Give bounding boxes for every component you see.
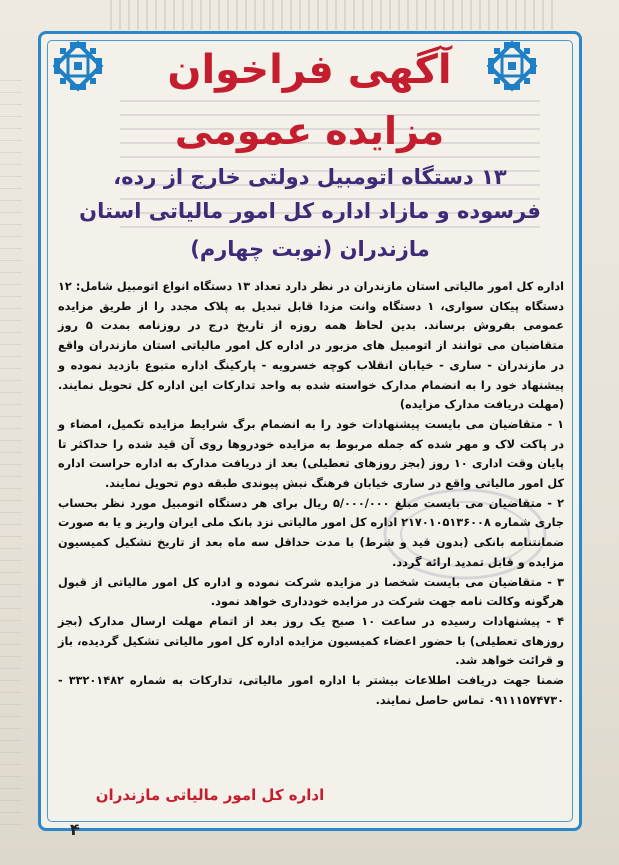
body-paragraph-condition-2: ۲ - متقاضیان می بایست مبلغ ۵/۰۰۰/۰۰۰ ریال برای هر دستگاه اتومبیل مورد نظر بحساب جاری شماره ۲۱۷۰۱۰۵۱۳۶۰۰۸ اداره کل امور مالیاتی نزد بانک ملی ایران واریز و یا به صورت ضمانتنامه بانکی (بدون قید و شرط) با مدت حداقل سه ماه بعد از تاریخ تشکیل کمیسیون مزایده و قابل تمدید ارائه گردد. [58,496,564,569]
notice-body [58,277,564,710]
body-paragraph-intro: اداره کل امور مالیاتی استان مازندران در نظر دارد تعداد ۱۳ دستگاه انواع اتومبیل شامل: ۱۲ دستگاه پیکان سواری، ۱ دستگاه وانت مزدا قابل تبدیل به پلاک مجدد را از طریق مزایده عمومی بفروش برساند. بدین لحاظ همه روزه از تاریخ درج در روزنامه بمدت ۵ روز متقاضیان می توانند از اتومبیل های مزبور در اداره کل امور مالیاتی استان مازندران واقع در مازندران - ساری - خیابان انقلاب کوچه خسرویه - پارکینگ اداره متبوع بازدید نموده و پیشنهاد خود را به انضمام مدارک خواسته شده به واحد تدارکات این اداره کل تحویل نمایند. (مهلت دریافت مدارک مزایده) [58,280,564,412]
bleed-through-text [110,0,559,30]
body-paragraph-condition-3: ۳ - متقاضیان می بایست شخصا در مزایده شرکت نموده و اداره کل امور مالیاتی از قبول هرگونه وکالت نامه جهت شرکت در مزایده خودداری خواهد نمود. [58,575,564,609]
bleed-through-text [0,80,22,825]
issuer-signature: اداره کل امور مالیاتی مازندران [95,786,325,804]
notice-title-secondary: مزایده عمومی [174,109,445,153]
body-paragraph-condition-1: ۱ - متقاضیان می بایست پیشنهادات خود را به انضمام برگ شرایط مزایده تکمیل، امضاء و در پاکت لاک و مهر شده که جمله مربوط به مزایده خودروها روی آن قید شده را حداکثر تا پایان وقت اداری ۱۰ روز (بجز روزهای تعطیلی) بعد از دریافت مدارک به اداره حراست اداره کل امور مالیاتی واقع در ساری خیابان فرهنگ نبش پیوندی طبقه دوم تحویل نمایند. [58,417,565,491]
notice-title: آگهی فراخوان [167,47,452,93]
notice-subtitle-line: ۱۳ دستگاه اتومبیل دولتی خارج از رده، [113,165,507,189]
body-paragraph-contact: ضمنا جهت دریافت اطلاعات بیشتر با اداره امور مالیاتی، تدارکات به شماره ۳۳۲۰۱۴۸۲ - ۰۹۱۱۱۵۷۴۷۳۰ تماس حاصل نمایند. [58,674,564,707]
notice-subtitle-line: فرسوده و مازاد اداره کل امور مالیاتی استان [79,199,541,223]
page-number: ۴ [70,820,80,839]
body-paragraph-condition-4: ۴ - پیشنهادات رسیده در ساعت ۱۰ صبح یک روز بعد از اتمام مهلت ارسال مدارک (بجز روزهای تعطیلی) با حضور اعضاء کمیسیون مزایده اداره کل امور مالیاتی تشکیل گردیده، باز و قرائت خواهد شد. [58,614,564,668]
notice-subtitle-line: مازندران (نوبت چهارم) [190,237,430,261]
